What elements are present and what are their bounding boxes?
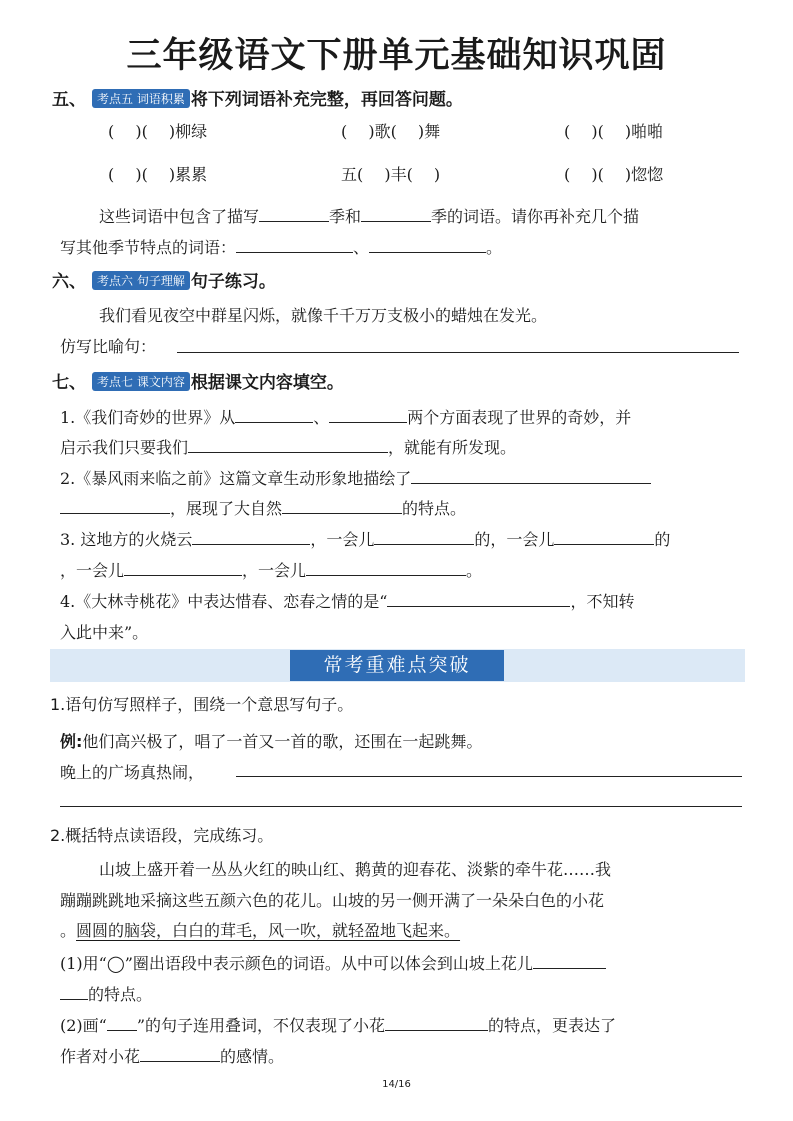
item-text: 两个方面表现了世界的奇妙，并 — [407, 408, 632, 427]
item-text: ，一会儿 — [60, 561, 125, 580]
model-sentence: 我们看见夜空中群星闪烁，就像千千万万支极小的蜡烛在发光。 — [99, 306, 548, 325]
fill-blank[interactable] — [236, 238, 353, 253]
subquestion-text: (1)用“◯”圈出语段中表示颜色的词语。从中可以体会到山坡上花儿 — [60, 954, 533, 973]
answer-line[interactable] — [177, 352, 739, 353]
item-text: 2.《暴风雨来临之前》这篇文章生动形象地描绘了 — [60, 469, 412, 488]
subquestion-1 — [60, 951, 606, 974]
item-2-line-1 — [60, 466, 651, 489]
fill-blank[interactable] — [188, 438, 388, 453]
question-1-heading: 1.语句仿写照样子，围绕一个意思写句子。 — [50, 695, 354, 714]
subquestion-text: 的感情。 — [220, 1047, 285, 1066]
item-text: 、 — [313, 408, 330, 427]
section-5-instruction: 将下列词语补充完整，再回答问题。 — [190, 90, 463, 110]
season-question — [99, 204, 639, 227]
question-text: 这些词语中包含了描写 — [99, 207, 260, 226]
fill-blank[interactable] — [60, 985, 88, 1000]
fill-blank[interactable] — [60, 499, 170, 514]
word-blank[interactable]: ( )( )啪啪 — [564, 122, 664, 141]
fill-blank[interactable] — [329, 408, 407, 423]
item-text: ，一会儿 — [310, 530, 375, 549]
item-text: 的特点。 — [402, 499, 467, 518]
page-number: 14/16 — [382, 1079, 411, 1090]
fill-blank[interactable] — [124, 561, 242, 576]
item-text: 启示我们只要我们 — [60, 438, 189, 457]
page-title: 三年级语文下册单元基础知识巩固 — [126, 36, 667, 76]
fill-blank[interactable] — [374, 530, 474, 545]
example-sentence — [60, 729, 482, 752]
answer-line[interactable] — [60, 806, 742, 807]
section-6-heading — [52, 267, 276, 292]
word-blank[interactable]: ( )( )累累 — [108, 165, 208, 184]
item-1-line-2 — [60, 435, 516, 458]
season-question-cont — [60, 235, 502, 258]
fill-blank[interactable] — [387, 592, 570, 607]
fill-blank[interactable] — [259, 207, 329, 222]
underline-mark — [107, 1016, 137, 1031]
item-text: 3. 这地方的火烧云 — [60, 530, 193, 549]
passage-line: 山坡上盛开着一丛丛火红的映山红、鹅黄的迎春花、淡紫的牵牛花……我 — [99, 860, 612, 879]
section-6-number: 六、 — [52, 272, 86, 292]
subquestion-text: ”的句子连用叠词，不仅表现了小花 — [136, 1016, 386, 1035]
question-2-heading: 2.概括特点读语段，完成练习。 — [50, 826, 274, 845]
question-text: 季和 — [329, 207, 362, 226]
section-7-number: 七、 — [52, 373, 86, 393]
underlined-sentence: 圆圆的脑袋，白白的茸毛，风一吹，就轻盈地飞起来。 — [76, 921, 461, 940]
section-6-instruction: 句子练习。 — [190, 272, 276, 292]
fill-blank[interactable] — [411, 469, 651, 484]
passage-line: 蹦蹦跳跳地采摘这些五颜六色的花儿。山坡的另一侧开满了一朵朵白色的小花 — [60, 891, 605, 910]
section-7-heading — [52, 368, 344, 393]
item-4-line-1 — [60, 589, 634, 612]
section-6-tag: 考点六 句子理解 — [92, 271, 190, 290]
section-5-heading — [52, 85, 463, 110]
question-text: 季的词语。请你再补充几个描 — [431, 207, 640, 226]
item-1-line-1 — [60, 405, 631, 428]
item-4-line-2: 入此中来”。 — [60, 623, 149, 642]
passage-line — [60, 918, 460, 941]
item-text: 的 — [654, 530, 671, 549]
fill-blank[interactable] — [192, 530, 310, 545]
fill-blank[interactable] — [361, 207, 431, 222]
item-text: ，就能有所发现。 — [388, 438, 517, 457]
item-text: ，展现了大自然 — [170, 499, 283, 518]
question-text: 写其他季节特点的词语： — [60, 238, 237, 257]
fill-blank[interactable] — [140, 1047, 220, 1062]
subquestion-text: 作者对小花 — [60, 1047, 141, 1066]
answer-line[interactable] — [236, 776, 742, 777]
simile-prompt: 仿写比喻句： — [60, 337, 157, 356]
word-blank[interactable]: ( )( )柳绿 — [108, 122, 208, 141]
fill-blank[interactable] — [533, 954, 606, 969]
item-text: 4.《大林寺桃花》中表达惜春、恋春之情的是“ — [60, 592, 388, 611]
banner-title: 常考重难点突破 — [290, 650, 504, 681]
word-blank[interactable]: ( )( )惚惚 — [564, 165, 664, 184]
example-text: 他们高兴极了，唱了一首又一首的歌，还围在一起跳舞。 — [82, 732, 483, 751]
question-text: 、 — [353, 238, 370, 257]
fill-blank[interactable] — [369, 238, 486, 253]
section-7-tag: 考点七 课文内容 — [92, 372, 190, 391]
fill-blank[interactable] — [235, 408, 313, 423]
fill-blank[interactable] — [554, 530, 654, 545]
item-2-line-2 — [60, 496, 466, 519]
rewrite-prompt: 晚上的广场真热闹， — [60, 763, 205, 782]
item-3-line-1 — [60, 527, 670, 550]
subquestion-text: (2)画“ — [60, 1016, 107, 1035]
subquestion-text: 的特点，更表达了 — [488, 1016, 617, 1035]
subquestion-1-cont — [60, 982, 152, 1005]
fill-blank[interactable] — [282, 499, 402, 514]
subquestion-2-cont — [60, 1044, 284, 1067]
section-5-tag: 考点五 词语积累 — [92, 89, 190, 108]
subquestion-text: 的特点。 — [88, 985, 153, 1004]
section-7-instruction: 根据课文内容填空。 — [190, 373, 344, 393]
item-3-line-2 — [60, 558, 482, 581]
item-text: 。 — [466, 561, 483, 580]
question-text: 。 — [486, 238, 503, 257]
example-label: 例: — [60, 732, 83, 751]
section-5-number: 五、 — [52, 90, 86, 110]
word-blank[interactable]: 五( )丰( ) — [341, 165, 441, 184]
passage-text: 。 — [60, 921, 77, 940]
item-text: 的，一会儿 — [474, 530, 555, 549]
item-text: ，不知转 — [570, 592, 635, 611]
fill-blank[interactable] — [385, 1016, 488, 1031]
fill-blank[interactable] — [306, 561, 466, 576]
subquestion-2 — [60, 1013, 616, 1036]
item-text: 1.《我们奇妙的世界》从 — [60, 408, 236, 427]
item-text: ，一会儿 — [242, 561, 307, 580]
word-blank[interactable]: ( )歌( )舞 — [341, 122, 441, 141]
